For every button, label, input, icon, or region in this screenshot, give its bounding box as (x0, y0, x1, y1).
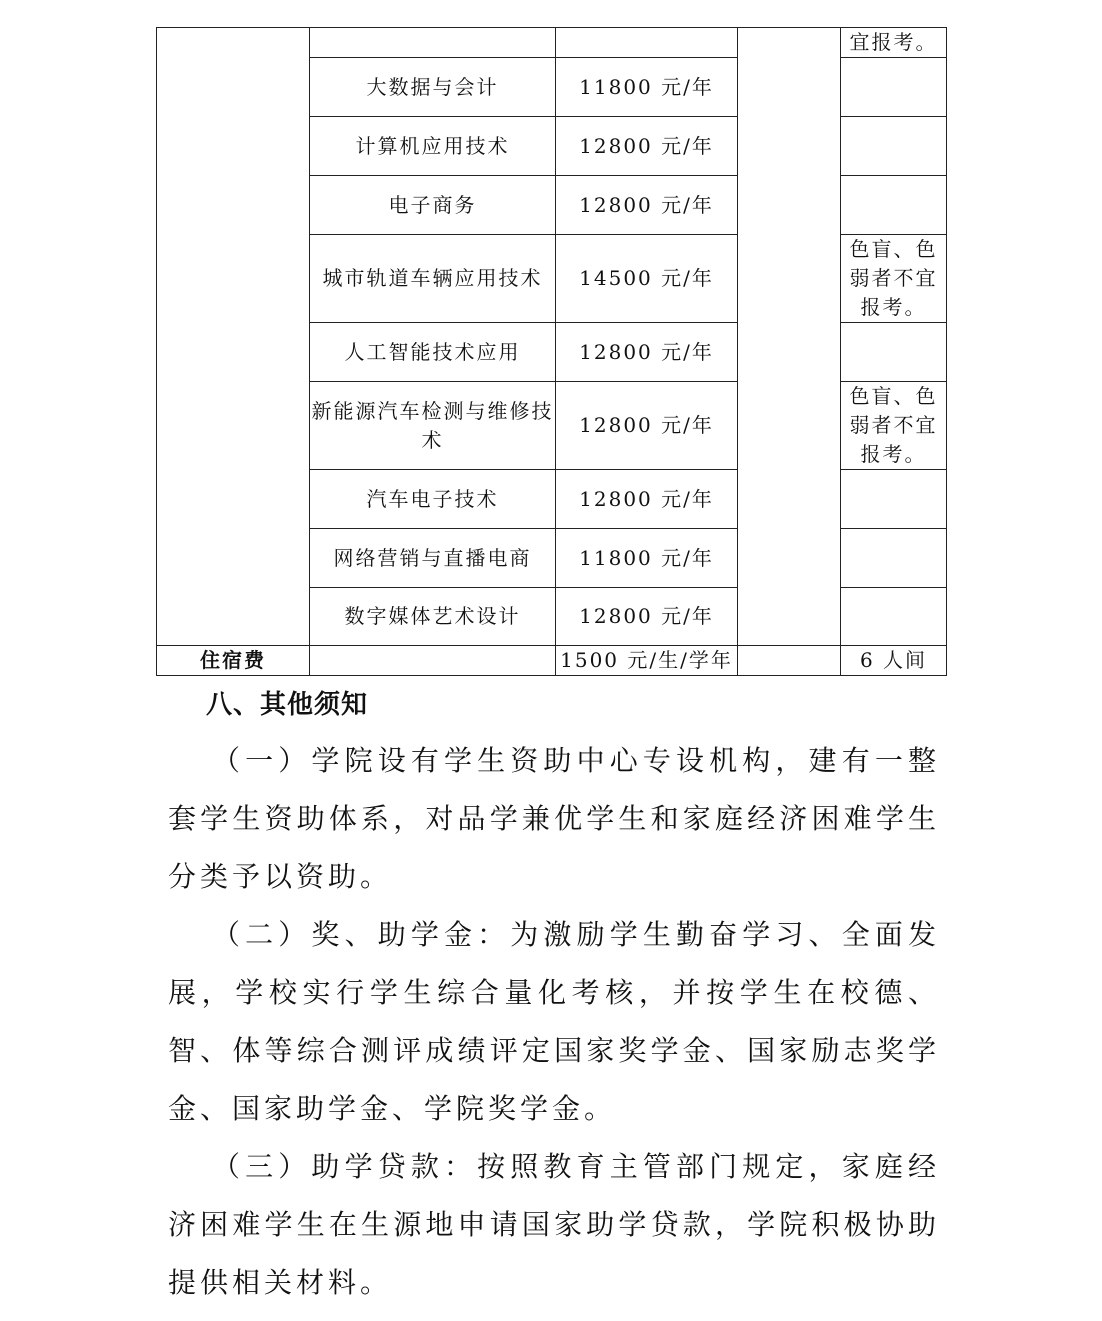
merged-cell (738, 28, 841, 646)
note-cell: 色盲、色弱者不宜报考。 (841, 235, 947, 323)
note-cell (841, 470, 947, 529)
fee-cell: 14500 元/年 (556, 235, 738, 323)
major-cell: 电子商务 (310, 176, 556, 235)
fee-cell: 11800 元/年 (556, 58, 738, 117)
fee-cell: 12800 元/年 (556, 176, 738, 235)
major-cell: 汽车电子技术 (310, 470, 556, 529)
paragraph-3: （三）助学贷款：按照教育主管部门规定，家庭经济困难学生在生源地申请国家助学贷款，学院积极协助提供相关材料。 (168, 1150, 940, 1299)
merged-cell (738, 646, 841, 676)
major-cell: 城市轨道车辆应用技术 (310, 235, 556, 323)
fee-cell: 12800 元/年 (556, 382, 738, 470)
note-cell: 宜报考。 (841, 28, 947, 58)
fee-cell: 12800 元/年 (556, 588, 738, 646)
note-cell (841, 58, 947, 117)
major-cell: 数字媒体艺术设计 (310, 588, 556, 646)
dorm-label-cell: 住宿费 (157, 646, 310, 676)
category-cell (157, 28, 310, 646)
fee-cell: 12800 元/年 (556, 323, 738, 382)
major-cell: 大数据与会计 (310, 58, 556, 117)
note-cell (841, 117, 947, 176)
fee-cell: 12800 元/年 (556, 470, 738, 529)
fee-table (156, 27, 947, 676)
section-heading: 八、其他须知 (206, 690, 369, 720)
dorm-fee-cell: 1500 元/生/学年 (556, 646, 738, 676)
fee-cell: 11800 元/年 (556, 529, 738, 588)
table-row (157, 28, 947, 58)
major-cell: 计算机应用技术 (310, 117, 556, 176)
note-cell (841, 529, 947, 588)
fee-cell: 12800 元/年 (556, 117, 738, 176)
paragraph-2: （二）奖、助学金：为激励学生勤奋学习、全面发展，学校实行学生综合量化考核，并按学生在校德、智、体等综合测评成绩评定国家奖学金、国家励志奖学金、国家助学金、学院奖学金。 (168, 918, 940, 1125)
major-cell (310, 28, 556, 58)
major-cell: 人工智能技术应用 (310, 323, 556, 382)
dorm-note-cell: 6 人间 (841, 646, 947, 676)
note-cell (841, 323, 947, 382)
major-cell (310, 646, 556, 676)
dorm-row (157, 646, 947, 676)
major-cell: 新能源汽车检测与维修技术 (310, 382, 556, 470)
paragraph-1: （一）学院设有学生资助中心专设机构，建有一整套学生资助体系，对品学兼优学生和家庭经济困难学生分类予以资助。 (168, 744, 940, 893)
note-cell (841, 588, 947, 646)
major-cell: 网络营销与直播电商 (310, 529, 556, 588)
note-cell: 色盲、色弱者不宜报考。 (841, 382, 947, 470)
fee-cell (556, 28, 738, 58)
note-cell (841, 176, 947, 235)
